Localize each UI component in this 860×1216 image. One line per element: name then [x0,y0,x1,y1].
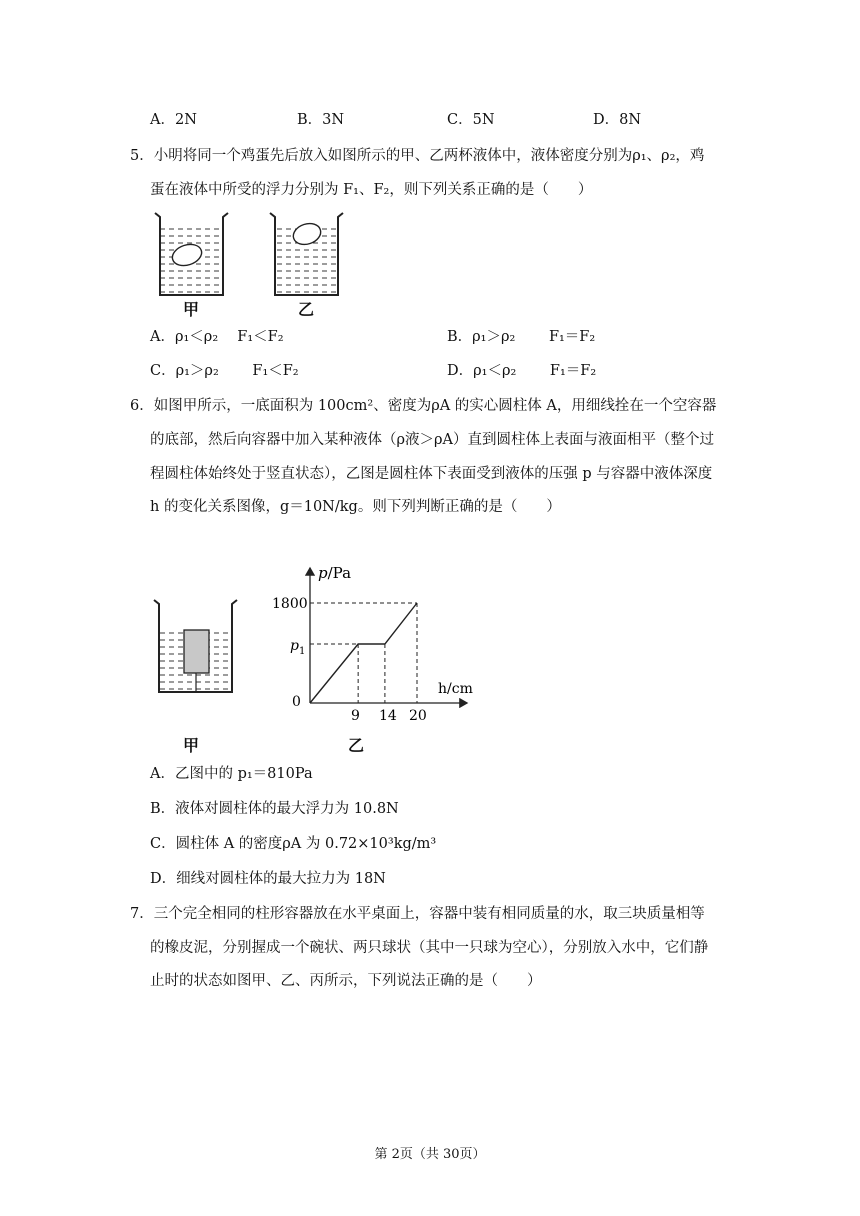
q5-text-line2: 蛋在液体中所受的浮力分别为 F₁、F₂，则下列关系正确的是（ ） [150,182,593,198]
q4-option-b: B．3N [297,112,345,128]
y-tick-1800: 1800 [272,596,308,612]
q6-label-yi: 乙 [348,736,365,755]
q7-text-line3: 止时的状态如图甲、乙、丙所示，下列说法正确的是（ ） [150,973,542,989]
q6-text-line1: 6．如图甲所示，一底面积为 100cm²、密度为ρA 的实心圆柱体 A，用细线拴在一个空容器 [130,398,717,414]
q6-label-jia: 甲 [183,736,200,755]
x-tick-0: 0 [292,694,301,710]
beaker-yi [270,213,343,295]
q5-option-c: C．ρ₁＞ρ₂ F₁＜F₂ [150,363,299,379]
y-tick-p1: $p_1$ [290,638,306,657]
q5-text-line1: 5．小明将同一个鸡蛋先后放入如图所示的甲、乙两杯液体中，液体密度分别为ρ₁、ρ₂，鸡 [130,148,705,164]
y-axis-label: p/Pa [318,564,352,582]
q4-option-a: A．2N [150,112,197,128]
q5-label-yi: 乙 [298,300,315,319]
q5-label-jia: 甲 [183,300,200,319]
x-tick-20: 20 [409,708,427,724]
cylinder-a [184,630,209,673]
x-tick-9: 9 [351,708,360,724]
q7-text-line1: 7．三个完全相同的柱形容器放在水平桌面上，容器中装有相同质量的水，取三块质量相等 [130,906,705,922]
q5-option-b: B．ρ₁＞ρ₂ F₁＝F₂ [447,329,596,345]
beaker-jia [155,213,228,295]
q6-text-line3: 程圆柱体始终处于竖直状态），乙图是圆柱体下表面受到液体的压强 p 与容器中液体深度 [150,466,713,482]
series-line [310,603,417,703]
x-axis-label: h/cm [438,681,473,697]
q6-pressure-chart [262,560,477,725]
q6-option-d: D．细线对圆柱体的最大拉力为 18N [150,871,386,887]
q5-option-a: A．ρ₁＜ρ₂ F₁＜F₂ [150,329,284,345]
q6-container-figure [150,595,245,700]
q5-option-d: D．ρ₁＜ρ₂ F₁＝F₂ [447,363,597,379]
q5-figure [150,205,350,315]
page-footer: 第 2页（共 30页） [374,1147,486,1162]
q4-option-d: D．8N [593,112,642,128]
q4-option-c: C．5N [447,112,495,128]
q6-text-line2: 的底部，然后向容器中加入某种液体（ρ液＞ρA）直到圆柱体上表面与液面相平（整个过 [150,432,715,448]
q6-option-a: A．乙图中的 p₁＝810Pa [150,766,313,782]
q6-option-c: C．圆柱体 A 的密度ρA 为 0.72×10³kg/m³ [150,836,437,852]
q6-text-line4: h 的变化关系图像，g＝10N/kg。则下列判断正确的是（ ） [150,499,561,515]
q7-text-line2: 的橡皮泥，分别握成一个碗状、两只球状（其中一只球为空心），分别放入水中，它们静 [150,940,709,956]
x-tick-14: 14 [379,708,397,724]
q6-option-b: B．液体对圆柱体的最大浮力为 10.8N [150,801,399,817]
